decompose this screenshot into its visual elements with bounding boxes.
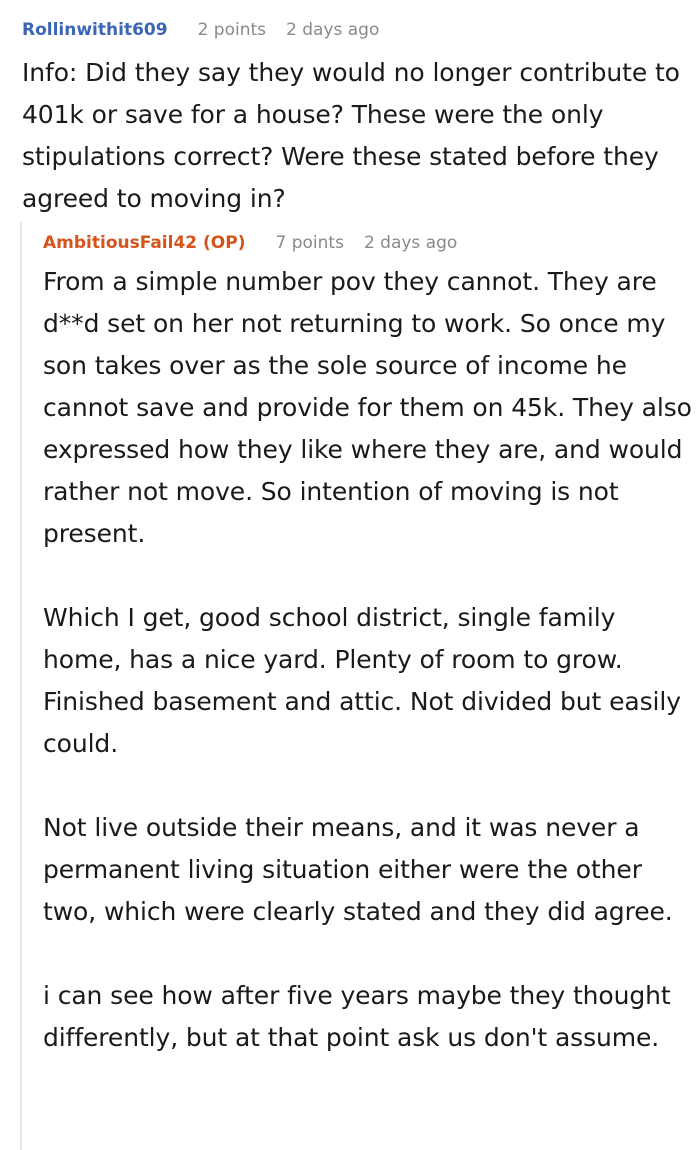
comment-paragraph: i can see how after five years maybe they thought differently, but at that point ask us don't assume. — [43, 981, 671, 1052]
comment-paragraph: Info: Did they say they would no longer contribute to 401k or save for a house? These were the only stipulations correct? Were these stated before they agreed to moving in? — [22, 58, 680, 213]
comment-points: 2 points — [197, 20, 266, 40]
comment-body — [22, 52, 692, 220]
comment-paragraph: Not live outside their means, and it was never a permanent living situation either were the other two, which were clearly stated and they did agree. — [43, 813, 673, 926]
comment-meta — [22, 20, 692, 40]
comment-author-link[interactable]: AmbitiousFail42 (OP) — [43, 233, 246, 253]
parent-comment — [22, 20, 692, 220]
comment-meta — [43, 233, 693, 253]
comment-paragraph: Which I get, good school district, single family home, has a nice yard. Plenty of room to grow. Finished basement and attic. Not divided but easily could. — [43, 603, 681, 758]
reply-comment — [43, 233, 693, 1059]
comment-paragraph: From a simple number pov they cannot. They are d**d set on her not returning to work. So once my son takes over as the sole source of income he cannot save and provide for them on 45k. They also expressed how they like where they are, and would rather not move. So intention of moving is not present. — [43, 267, 692, 548]
comment-points: 7 points — [275, 233, 344, 253]
comment-author-link[interactable]: Rollinwithit609 — [22, 20, 168, 40]
comment-timestamp[interactable]: 2 days ago — [286, 20, 380, 40]
comment-body — [43, 261, 693, 1059]
comment-timestamp[interactable]: 2 days ago — [363, 233, 458, 253]
thread-collapse-line[interactable] — [20, 222, 22, 1150]
